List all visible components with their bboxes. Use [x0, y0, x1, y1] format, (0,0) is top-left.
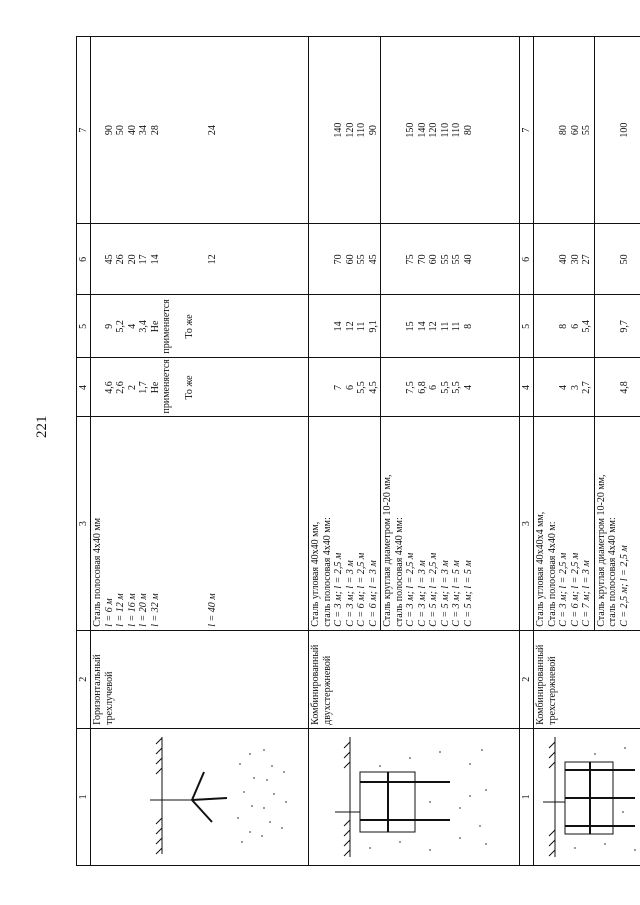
value: 20: [126, 254, 138, 265]
value: 120: [428, 122, 439, 138]
value: 1,7: [138, 381, 149, 394]
value: 70: [416, 254, 428, 265]
list-item: С = 6 м; l = 3 м: [367, 560, 379, 627]
value-cell: [534, 358, 640, 417]
value: 12: [207, 254, 218, 265]
list-item: l = 12 м: [115, 593, 126, 627]
table-row: [91, 37, 309, 866]
value: Не применяется: [149, 299, 172, 354]
value: 7: [333, 384, 344, 390]
material-title: Сталь угловая 40х40х4 мм,: [535, 511, 546, 627]
value: 4: [126, 323, 138, 329]
value: 14: [333, 321, 344, 332]
value: 2,7: [581, 381, 592, 394]
type-cell: Горизонтальный трехлучевой: [91, 630, 309, 728]
value: 40: [126, 125, 138, 136]
diagram-cell: [91, 728, 309, 865]
value-cell: [91, 358, 309, 417]
col-header: 1: [520, 728, 534, 865]
value: 6: [344, 384, 356, 390]
value: 60: [344, 254, 356, 265]
value: 5,5: [451, 381, 462, 394]
value: 5,5: [356, 381, 367, 394]
value: 55: [451, 254, 462, 265]
material-title: сталь полосовая 4х40 мм:: [321, 517, 333, 627]
value: 34: [138, 125, 149, 136]
value: 2: [126, 384, 138, 390]
value: 28: [149, 125, 161, 136]
value: То же: [183, 314, 195, 339]
value: 40: [558, 254, 569, 265]
value: 14: [416, 321, 428, 332]
type-cell: Комбинированный двухстержневой: [309, 630, 520, 728]
value: 50: [618, 254, 630, 265]
value: 6: [428, 384, 439, 390]
col-header: 5: [520, 295, 534, 358]
material-title: сталь полосовая 4х40 мм:: [393, 517, 405, 627]
list-item: l = 6 м: [103, 598, 115, 627]
value: 5,2: [115, 320, 126, 333]
diagram-cell: [309, 728, 520, 865]
list-item: С = 5 м; l = 3 м: [439, 560, 451, 627]
list-item: С = 3 м; l = 2,5 м: [405, 552, 416, 627]
material-title: Сталь полосовая 4х40 мм: [92, 517, 103, 627]
list-item: С = 3 м; l = 3 м: [344, 560, 356, 627]
material-cell: [309, 417, 520, 630]
col-header: 5: [77, 295, 91, 358]
value: 3,4: [138, 320, 149, 333]
list-item: С = 3 м; l = 2,5 м: [333, 552, 344, 627]
material-title: Сталь круглая диаметром 10-20 мм,: [382, 474, 393, 627]
col-header: 7: [520, 37, 534, 224]
value-cell: [309, 224, 520, 295]
value: 140: [333, 122, 344, 138]
header-row: [77, 37, 91, 866]
col-header: 6: [77, 224, 91, 295]
col-header: 4: [77, 358, 91, 417]
value: 45: [103, 254, 115, 265]
value: 30: [569, 254, 581, 265]
value: То же: [183, 375, 195, 400]
value: Не применяется: [149, 359, 172, 414]
value: 6,8: [416, 381, 428, 394]
list-item: С = 7 м; l = 3 м: [581, 560, 592, 627]
value: 75: [405, 254, 416, 265]
table-row: [309, 37, 520, 866]
list-item: С = 5 м; l = 2,5 м: [428, 552, 439, 627]
value: 4,8: [618, 381, 630, 394]
three-ray-grounding-diagram: [92, 732, 302, 862]
col-header: 3: [77, 417, 91, 630]
value: 60: [428, 254, 439, 265]
material-title: сталь полосовая 4х40 мм:: [607, 517, 618, 627]
material-title: Сталь полосовая 4х40 м:: [546, 521, 558, 627]
value: 55: [581, 125, 592, 136]
material-cell: [534, 417, 640, 630]
col-header: 2: [77, 630, 91, 728]
value: 40: [462, 254, 474, 265]
list-item: l = 40 м: [207, 593, 218, 627]
three-rod-grounding-diagram: [535, 732, 640, 862]
table-row: [534, 37, 640, 866]
value: 5,4: [581, 320, 592, 333]
value: 110: [356, 122, 367, 138]
value: 70: [333, 254, 344, 265]
value-cell: [309, 37, 520, 224]
material-cell: [91, 417, 309, 630]
value: 2,6: [115, 381, 126, 394]
grounding-table: [76, 36, 640, 866]
value: 7,5: [405, 381, 416, 394]
list-item: l = 16 м: [126, 593, 138, 627]
value: 90: [103, 125, 115, 136]
header-row: [520, 37, 534, 866]
value: 110: [451, 122, 462, 138]
value: 90: [367, 125, 379, 136]
list-item: l = 20 м: [138, 593, 149, 627]
value: 80: [558, 125, 569, 136]
value-cell: [91, 37, 309, 224]
value: 50: [115, 125, 126, 136]
value: 17: [138, 254, 149, 265]
material-title: Сталь круглая диаметром 10-20 мм,: [595, 474, 607, 627]
value-cell: [91, 224, 309, 295]
value: 4,5: [367, 381, 379, 394]
list-item: С = 2,5 м; l = 2,5 м: [618, 545, 630, 627]
list-item: С = 3 м; l = 5 м: [451, 560, 462, 627]
value: 24: [207, 125, 218, 136]
value: 15: [405, 321, 416, 332]
value: 5,5: [439, 381, 451, 394]
list-item: l = 32 м: [149, 593, 161, 627]
value: 140: [416, 122, 428, 138]
value-cell: [91, 295, 309, 358]
value: 150: [405, 122, 416, 138]
two-rod-grounding-diagram: [310, 732, 510, 862]
value: 9: [103, 323, 115, 329]
col-header: 2: [520, 630, 534, 728]
page-number: 221: [34, 415, 50, 438]
value-cell: [534, 295, 640, 358]
list-item: С = 6 м; l = 2,5 м: [356, 552, 367, 627]
value: 120: [344, 122, 356, 138]
col-header: 7: [77, 37, 91, 224]
col-header: 6: [520, 224, 534, 295]
list-item: С = 3 м; l = 3 м: [416, 560, 428, 627]
col-header: 4: [520, 358, 534, 417]
material-title: Сталь угловая 40х40 мм,: [310, 521, 321, 627]
rotated-table-container: [76, 36, 630, 866]
value: 3: [569, 384, 581, 390]
value: 11: [439, 321, 451, 332]
value: 6: [569, 323, 581, 329]
value: 12: [344, 321, 356, 332]
value: 27: [581, 254, 592, 265]
value: 14: [149, 254, 161, 265]
value: 55: [439, 254, 451, 265]
list-item: С = 6 м; l = 2,5 м: [569, 552, 581, 627]
value: 8: [462, 323, 474, 329]
value-cell: [534, 37, 640, 224]
type-cell: Комбинированный трехстержневой: [534, 630, 640, 728]
value: 80: [462, 125, 474, 136]
value: 8: [558, 323, 569, 329]
diagram-cell: [534, 728, 640, 865]
list-item: С = 3 м; l = 2,5 м: [558, 552, 569, 627]
value: 11: [451, 321, 462, 332]
value-cell: [309, 295, 520, 358]
value: 4,6: [103, 381, 115, 394]
value: 100: [618, 122, 630, 138]
value: 4: [558, 384, 569, 390]
value: 9,7: [618, 320, 630, 333]
value: 55: [356, 254, 367, 265]
col-header: 3: [520, 417, 534, 630]
value: 110: [439, 122, 451, 138]
value-cell: [534, 224, 640, 295]
value-cell: [309, 358, 520, 417]
value: 9,1: [367, 320, 379, 333]
value: 12: [428, 321, 439, 332]
value: 26: [115, 254, 126, 265]
list-item: С = 5 м; l = 5 м: [462, 560, 474, 627]
value: 60: [569, 125, 581, 136]
value: 45: [367, 254, 379, 265]
col-header: 1: [77, 728, 91, 865]
value: 11: [356, 321, 367, 332]
value: 4: [462, 384, 474, 390]
